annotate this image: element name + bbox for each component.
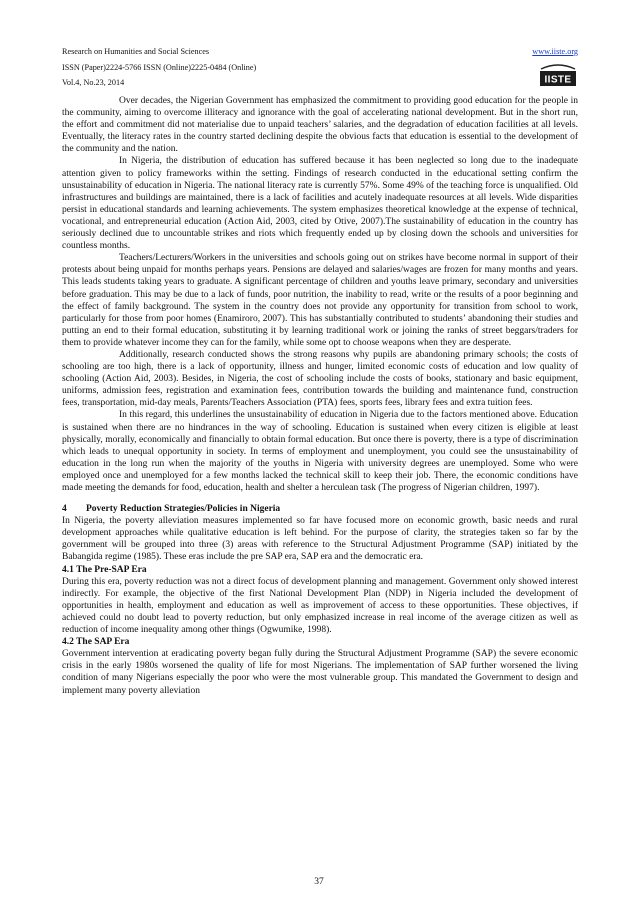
- section-4-2-heading: 4.2 The SAP Era: [62, 637, 130, 648]
- paragraph-schooling-costs: Additionally, research conducted shows the strong reasons why pupils are abandoning primary schools; the costs of schooling are too high, there is a lack of opportunity, illness and hunger, limited economic costs of education and low quality of schooling (Action Aid, 2003). Besides, in Nigeria, the cost of schooling include the costs of books, stationary and basic equipment, uniforms, admission fees, registration and examination fees, contribution towards the building and maintenance fund, construction fees, transportation, mid-day meals, Parents/Teachers Association (PTA) fees, sports fees, library fees and extra tuition fees.: [62, 349, 578, 409]
- iiste-logo: [538, 60, 578, 88]
- paragraph-education-distribution: In Nigeria, the distribution of education has suffered because it has been neglected so long due to the inadequate attention given to policy frameworks within the setting. Findings of research conducted in the educational setting confirm the unsustainability of education in Nigeria. The national literacy rate is currently 57%. Some 49% of the teaching force is unqualified. Old infrastructures and buildings are maintained, there is a lack of facilities and acutely inadequate resources at all levels. Wide disparities persist in educational standards and learning achievements. The system emphasizes theoretical knowledge at the expense of technical, vocational, and entrepreneurial education (Action Aid, 2003, cited by Otive, 2007).The sustainability of education in the country has seriously declined due to uncountable strikes and riots which frequently ended up by closing down the schools and universities for countless months.: [62, 156, 578, 252]
- journal-issn: ISSN (Paper)2224-5766 ISSN (Online)2225-0484 (Online): [62, 62, 257, 72]
- website-link[interactable]: www.iiste.org: [532, 47, 578, 56]
- section-4-number: 4: [62, 504, 67, 515]
- section-4-1-text: During this era, poverty reduction was not a direct focus of development planning and management. Government only showed interest indirectly. For example, the objective of the first National Development Plan (NDP) in Nigeria included the development of opportunities in health, employment and education as well as improvement of access to these opportunities. These objectives, if achieved could no doubt lead to poverty reduction, but only emphasized increase in real income of the average citizen as well as reduction of income inequality among other things (Ogwumike, 1998).: [62, 576, 578, 636]
- page-number: 37: [314, 877, 324, 887]
- paragraph-government-commitment: Over decades, the Nigerian Government has emphasized the commitment to providing good education for the people in the community, aiming to overcome illiteracy and ignorance with the goal of accelerating national development. But in the short run, the effort and commitment did not materialise due to unpaid teachers’ salaries, and the degradation of education facilities at all levels. Eventually, the literacy rates in the country started declining despite the obvious facts that education is essential to the development of the community and the nation.: [62, 96, 578, 155]
- paragraph-strikes: Teachers/Lecturers/Workers in the universities and schools going out on strikes have become normal in support of their protests about being unpaid for months perhaps years. Pensions are delayed and salaries/wages are frozen for many months and years. This leads students taking years to graduate. A significant percentage of children and youths leave primary, secondary and universities before graduation. This may be due to a lack of funds, poor nutrition, the inability to read, write or the results of a poor beginning and the effect of family background. The system in the country does not provide any opportunity for transition from school to work, particularly for those from poor homes (Enamiroro, 2007). This has substantially contributed to students’ abandoning their studies and putting an end to their formal education, substituting it by learning traditional work or joining the ranks of street beggars/traders for them to provide whatever income they can for the family, while some opt to choose weapons when they are desperate.: [62, 253, 578, 348]
- section-4-1-heading: 4.1 The Pre-SAP Era: [62, 564, 147, 575]
- section-4-2-text: Government intervention at eradicating poverty began fully during the Structural Adjustment Programme (SAP) the severe economic crisis in the early 1980s worsened the quality of life for most Nigerians. The implementation of SAP further worsened the living condition of many Nigerians especially the poor who were the most vulnerable group. This mandated the Government to design and implement many poverty alleviation: [62, 649, 578, 696]
- journal-volume: Vol.4, No.23, 2014: [62, 78, 125, 87]
- logo-swoosh: [541, 65, 575, 69]
- section-4-title: Poverty Reduction Strategies/Policies in Nigeria: [86, 504, 281, 515]
- article-body: [62, 95, 578, 697]
- section-4-text: In Nigeria, the poverty alleviation measures implemented so far have focused more on economic growth, basic needs and rural development approaches while qualitative education is left behind. For the purpose of clarity, the strategies taken so far by the government will be grouped into three (3) areas with reference to the Structural Adjustment Programme (SAP) initiated by the Babangida regime (1985). These eras include the pre SAP era, SAP era and the democratic era.: [62, 516, 578, 563]
- logo-text: IISTE: [544, 74, 572, 86]
- journal-header: [62, 44, 256, 91]
- section-4-heading: [62, 503, 578, 515]
- paragraph-unsustainability: In this regard, this underlines the unsustainability of education in Nigeria due to the factors mentioned above. Education is sustained when there are no hindrances in the way of schooling. Education is sustained when every citizen is eligible at least physically, morally, economically and financially to obtain formal education. But once there is poverty, there is a type of discrimination which leads to unequal opportunity in society. In terms of employment and unemployment, you could see the unsustainability of education in the long run when the majority of the youths in Nigeria with university degrees are unemployed. Some who were employed once and unemployed for a few months lacked the technical skill to keep their job. There, the economic conditions have made meeting the demands for food, education, health and shelter a herculean task (The progress of Nigerian children, 1997).: [62, 410, 578, 493]
- journal-title: Research on Humanities and Social Sciences: [62, 47, 210, 56]
